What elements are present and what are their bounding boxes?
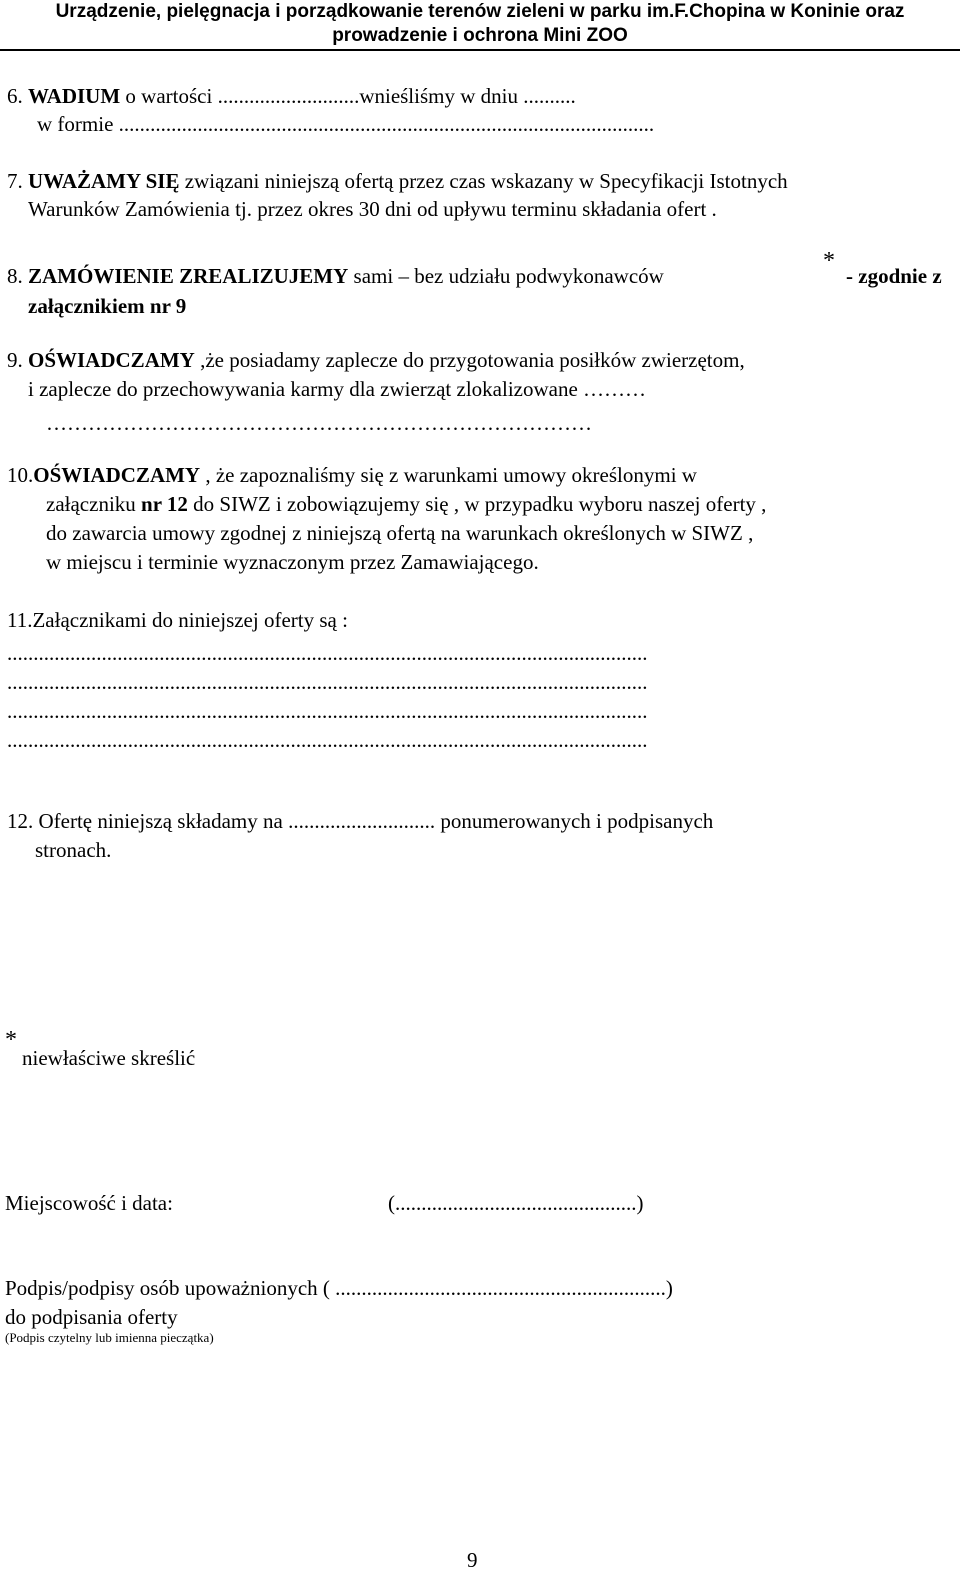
footnote-asterisk: * <box>5 1027 17 1053</box>
item-10-bold: OŚWIADCZAMY <box>33 463 201 487</box>
item-8-asterisk: * <box>823 248 835 274</box>
place-date-value: (..............................................) <box>388 1191 644 1215</box>
item-8-line-2: załącznikiem nr 9 <box>28 294 187 318</box>
item-7-bold: UWAŻAMY SIĘ <box>28 169 180 193</box>
item-8-bold: ZAMÓWIENIE ZREALIZUJEMY <box>28 264 349 288</box>
item-11-dots-3: .......................................................................................................................... <box>7 699 648 723</box>
signature-line-2: do podpisania oferty <box>5 1305 178 1329</box>
page-number: 9 <box>467 1548 478 1572</box>
item-9-line-1: 9. OŚWIADCZAMY ,że posiadamy zaplecze do przygotowania posiłków zwierzętom, <box>7 348 745 372</box>
item-11-dots-2: .......................................................................................................................... <box>7 670 648 694</box>
header-line-1: Urządzenie, pielęgnacja i porządkowanie terenów zieleni w parku im.F.Chopina w Koninie oraz <box>55 1 905 22</box>
item-12-line-2: stronach. <box>35 838 112 862</box>
item-9-line-2: i zaplecze do przechowywania karmy dla zwierząt zlokalizowane ……… <box>28 377 647 401</box>
item-10-line-2: załączniku nr 12 do SIWZ i zobowiązujemy się , w przypadku wyboru naszej oferty , <box>46 492 767 516</box>
item-11-dots-1: .......................................................................................................................... <box>7 641 648 665</box>
item-11-label: 11.Załącznikami do niniejszej oferty są : <box>7 608 348 632</box>
place-date-label: Miejscowość i data: <box>5 1191 173 1215</box>
item-11-dots-4: .......................................................................................................................... <box>7 728 648 752</box>
item-6-line-2: w formie ...................................................................................................... <box>37 112 655 136</box>
header-line-2: prowadzenie i ochrona Mini ZOO <box>332 25 628 46</box>
item-8-line-1: 8. ZAMÓWIENIE ZREALIZUJEMY sami – bez udziału podwykonawców <box>7 264 664 288</box>
item-10-line-1: 10.OŚWIADCZAMY , że zapoznaliśmy się z warunkami umowy określonymi w <box>7 463 697 487</box>
item-9-bold: OŚWIADCZAMY <box>28 348 195 372</box>
signature-note: (Podpis czytelny lub imienna pieczątka) <box>5 1330 214 1345</box>
item-6-line-1: 6. WADIUM o wartości ...........................wnieśliśmy w dniu .......... <box>7 84 576 108</box>
item-7-line-1: 7. UWAŻAMY SIĘ związani niniejszą ofertą przez czas wskazany w Specyfikacji Istotnych <box>7 169 788 193</box>
item-6-bold: WADIUM <box>28 84 121 108</box>
item-10-line-4: w miejscu i terminie wyznaczonym przez Zamawiającego. <box>46 550 539 574</box>
item-12-line-1: 12. Ofertę niniejszą składamy na ............................ ponumerowanych i podpisanych <box>7 809 714 833</box>
item-8-bold-tail: - zgodnie z <box>846 264 942 288</box>
item-9-line-3: …………………………………………………………………… <box>46 411 592 435</box>
page-header <box>0 0 960 51</box>
item-10-line-3: do zawarcia umowy zgodnej z niniejszą ofertą na warunkach określonych w SIWZ , <box>46 521 754 545</box>
footnote-text: niewłaściwe skreślić <box>22 1046 196 1070</box>
item-7-line-2: Warunków Zamówienia tj. przez okres 30 dni od upływu terminu składania ofert . <box>28 197 717 221</box>
signature-line-1: Podpis/podpisy osób upoważnionych ( ...............................................................) <box>5 1276 673 1300</box>
